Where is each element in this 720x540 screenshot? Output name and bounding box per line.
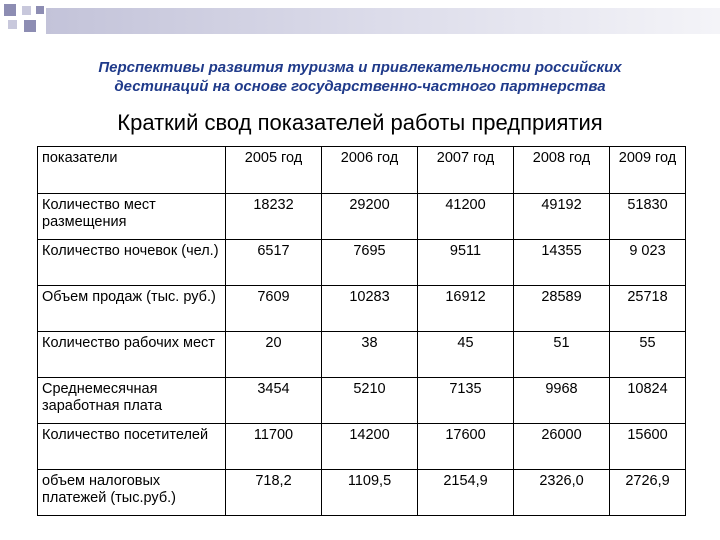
value-cell: 26000 bbox=[514, 424, 610, 470]
subtitle-line-1: Перспективы развития туризма и привлекательности российских bbox=[98, 59, 622, 76]
value-cell: 11700 bbox=[226, 424, 322, 470]
value-cell: 18232 bbox=[226, 194, 322, 240]
value-cell: 17600 bbox=[418, 424, 514, 470]
row-label-cell: объем налоговых платежей (тыс.руб.) bbox=[38, 470, 226, 516]
decor-square bbox=[8, 20, 17, 29]
value-cell: 38 bbox=[322, 332, 418, 378]
value-cell: 7695 bbox=[322, 240, 418, 286]
value-cell: 2326,0 bbox=[514, 470, 610, 516]
table-header-cell: 2009 год bbox=[610, 147, 686, 194]
table-row bbox=[38, 194, 686, 240]
row-label-cell: Объем продаж (тыс. руб.) bbox=[38, 286, 226, 332]
value-cell: 2154,9 bbox=[418, 470, 514, 516]
table-header-cell: показатели bbox=[38, 147, 226, 194]
value-cell: 20 bbox=[226, 332, 322, 378]
row-label-cell: Количество мест размещения bbox=[38, 194, 226, 240]
decor-square bbox=[22, 6, 31, 15]
subtitle-line-2: дестинаций на основе государственно-частного партнерства bbox=[114, 78, 606, 95]
row-label-cell: Количество посетителей bbox=[38, 424, 226, 470]
value-cell: 14355 bbox=[514, 240, 610, 286]
slide-title: Краткий свод показателей работы предприятия bbox=[117, 110, 603, 135]
table-row bbox=[38, 470, 686, 516]
value-cell: 55 bbox=[610, 332, 686, 378]
table-row bbox=[38, 240, 686, 286]
value-cell: 7609 bbox=[226, 286, 322, 332]
value-cell: 9968 bbox=[514, 378, 610, 424]
value-cell: 15600 bbox=[610, 424, 686, 470]
value-cell: 5210 bbox=[322, 378, 418, 424]
slide-subtitle bbox=[30, 58, 690, 96]
value-cell: 10283 bbox=[322, 286, 418, 332]
table-header-cell: 2007 год bbox=[418, 147, 514, 194]
value-cell: 41200 bbox=[418, 194, 514, 240]
value-cell: 16912 bbox=[418, 286, 514, 332]
value-cell: 29200 bbox=[322, 194, 418, 240]
row-label-cell: Количество рабочих мест bbox=[38, 332, 226, 378]
table-header-row bbox=[38, 147, 686, 194]
value-cell: 718,2 bbox=[226, 470, 322, 516]
value-cell: 14200 bbox=[322, 424, 418, 470]
value-cell: 51 bbox=[514, 332, 610, 378]
table-header-cell: 2006 год bbox=[322, 147, 418, 194]
table-row bbox=[38, 332, 686, 378]
header-bar bbox=[46, 8, 720, 34]
value-cell: 7135 bbox=[418, 378, 514, 424]
value-cell: 9 023 bbox=[610, 240, 686, 286]
header-decoration bbox=[0, 0, 720, 40]
value-cell: 6517 bbox=[226, 240, 322, 286]
decor-square bbox=[4, 4, 16, 16]
value-cell: 25718 bbox=[610, 286, 686, 332]
table-row bbox=[38, 424, 686, 470]
decor-square bbox=[24, 20, 36, 32]
value-cell: 9511 bbox=[418, 240, 514, 286]
value-cell: 51830 bbox=[610, 194, 686, 240]
row-label-cell: Среднемесячная заработная плата bbox=[38, 378, 226, 424]
table-header-cell: 2005 год bbox=[226, 147, 322, 194]
value-cell: 28589 bbox=[514, 286, 610, 332]
value-cell: 3454 bbox=[226, 378, 322, 424]
value-cell: 45 bbox=[418, 332, 514, 378]
table-row bbox=[38, 378, 686, 424]
table-header-cell: 2008 год bbox=[514, 147, 610, 194]
value-cell: 49192 bbox=[514, 194, 610, 240]
decor-square bbox=[36, 6, 44, 14]
table-row bbox=[38, 286, 686, 332]
value-cell: 1109,5 bbox=[322, 470, 418, 516]
row-label-cell: Количество ночевок (чел.) bbox=[38, 240, 226, 286]
value-cell: 2726,9 bbox=[610, 470, 686, 516]
indicators-table bbox=[37, 146, 686, 516]
value-cell: 10824 bbox=[610, 378, 686, 424]
